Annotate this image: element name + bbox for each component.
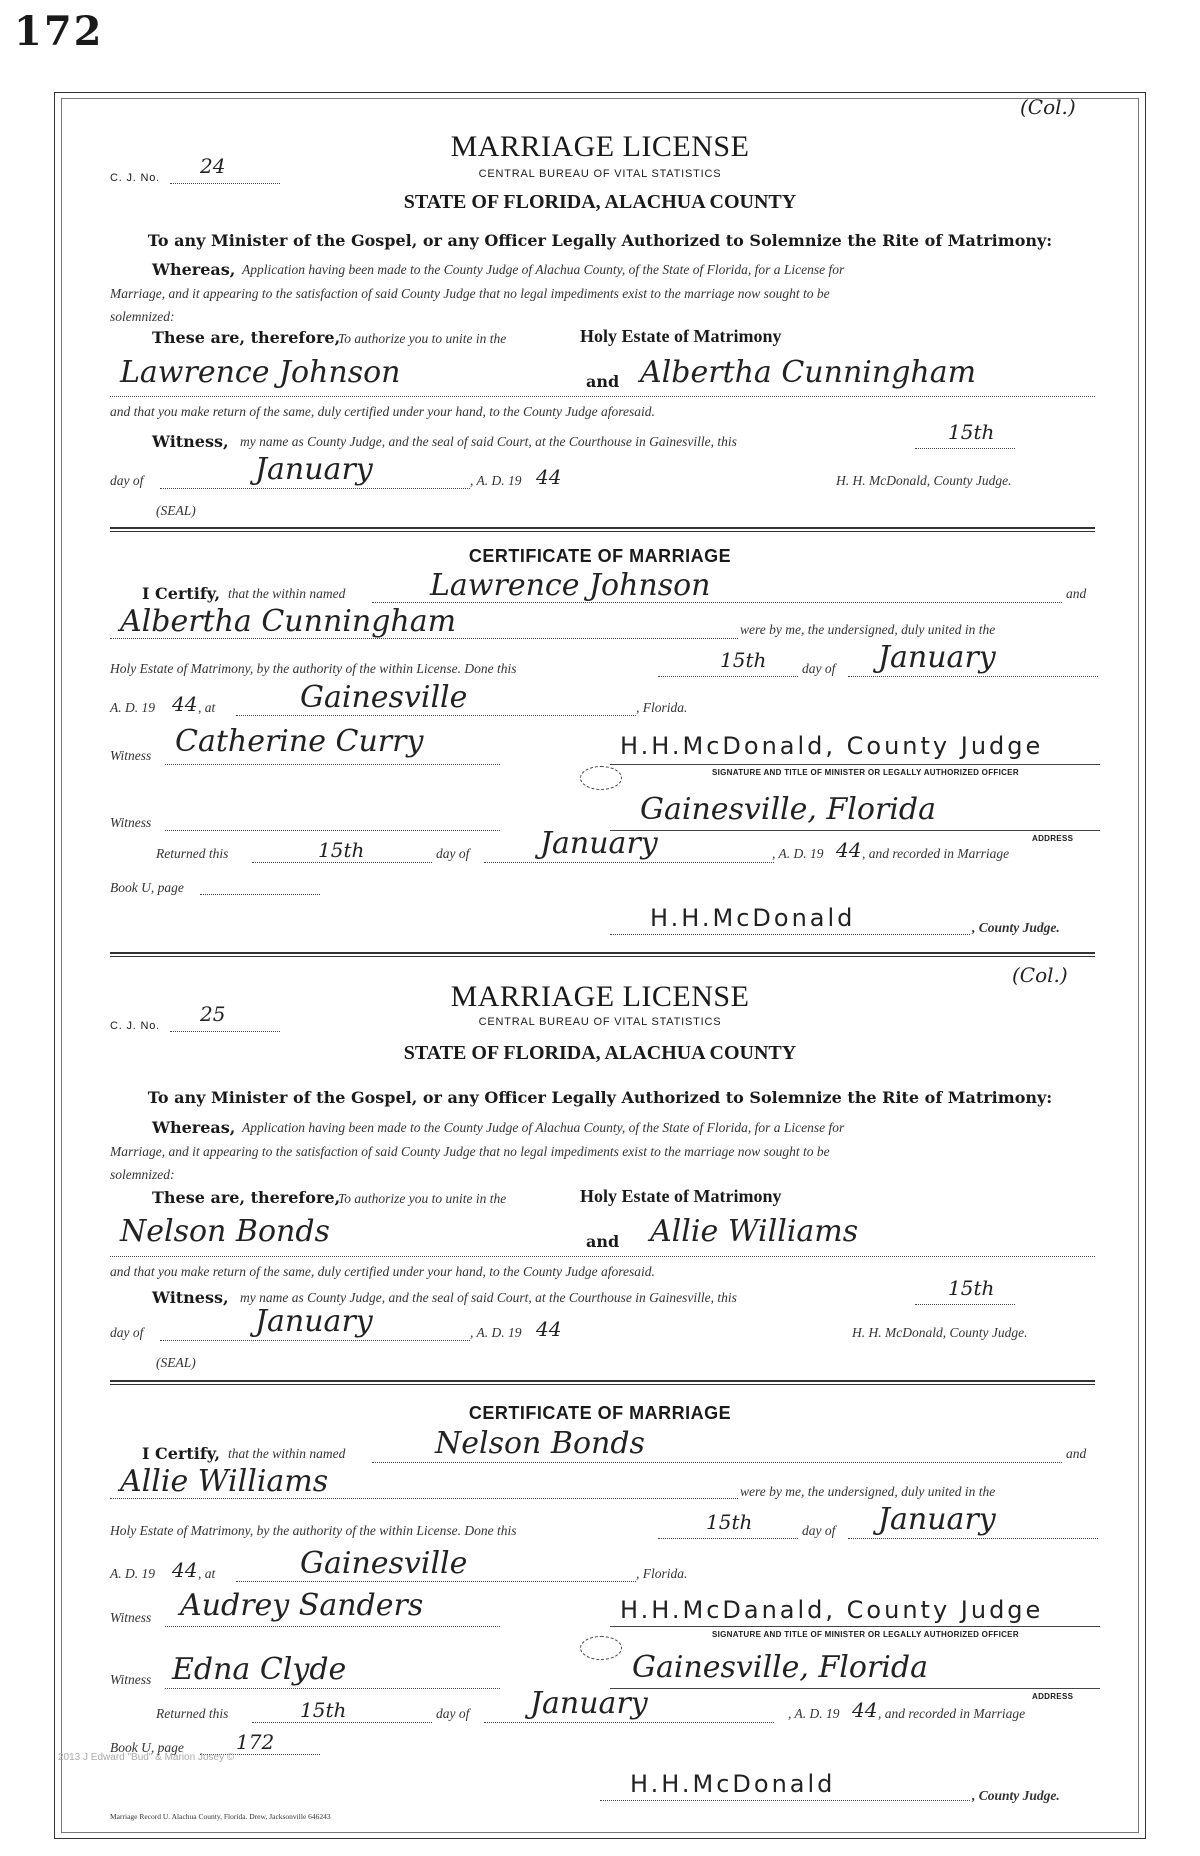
seal-stamp-icon [580,766,622,790]
state-county: STATE OF FLORIDA, ALACHUA COUNTY [403,1042,797,1064]
returned-label: Returned this [156,1706,229,1721]
divider [110,527,1095,532]
cj-label: C. J. No. [110,172,160,184]
done-day: 15th [720,648,767,672]
ret-year: 44 [836,838,862,862]
witness-1: Catherine Curry [175,724,424,759]
bride-name: Albertha Cunningham [640,355,977,390]
sig-caption: SIGNATURE AND TITLE OF MINISTER OR LEGALLY AUTHORIZED OFFICER [712,768,1019,777]
state-county: STATE OF FLORIDA, ALACHUA COUNTY [403,191,797,213]
seal-label: (SEAL) [156,1355,196,1370]
year-suffix: 44 [536,1317,562,1341]
whereas-text-1: Application having been made to the County Judge of Alachua County, of the State of Florida, for a License for [242,262,845,277]
witness-label-2: Witness [110,815,152,830]
address-line: To any Minister of the Gospel, or any Officer Legally Authorized to Solemnize the Rite of Matrimony: [147,1088,1053,1107]
witness-label-2: Witness [110,1672,152,1687]
return-text: and that you make return of the same, duly certified under your hand, to the County Judge aforesaid. [110,404,655,419]
were-text: were by me, the undersigned, duly united in the [740,622,996,637]
certify-text: that the within named [228,1446,346,1461]
returned-month: January [540,826,658,861]
cert-year: 44 [172,692,198,716]
these-label: These are, therefore, [152,1188,341,1207]
holy-text: Holy Estate of Matrimony, by the authority of the within License. Done this [110,661,517,676]
holy-text: Holy Estate of Matrimony, by the authority of the within License. Done this [110,1523,517,1538]
place: Gainesville [300,1546,468,1581]
cert-and: and [1066,1446,1087,1461]
whereas-text-2: Marriage, and it appearing to the satisfaction of said County Judge that no legal impediments exist to the marriage now sought to be [110,1144,830,1159]
cert-ad: A. D. 19 [110,700,155,715]
page-number: 172 [14,8,104,55]
seal-stamp-icon [580,1636,622,1660]
bride-name: Allie Williams [650,1214,859,1249]
certify-text: that the within named [228,586,346,601]
and-word: and [586,372,620,391]
year-suffix: 44 [536,465,562,489]
bureau: CENTRAL BUREAU OF VITAL STATISTICS [478,168,722,180]
done-day: 15th [706,1510,753,1534]
cj-number: 24 [200,154,226,178]
day-number: 15th [948,1276,995,1300]
printer-footer: Marriage Record U. Alachua County, Florida. Drew, Jacksonville 646243 [110,1812,331,1821]
recorded-text: , and recorded in Marriage [878,1706,1026,1721]
returned-month: January [530,1686,648,1721]
place: Gainesville [300,680,468,715]
witness-1: Audrey Sanders [180,1588,424,1623]
ret-year: 44 [852,1698,878,1722]
officer-signature: H.H.McDonald, County Judge [620,732,1044,760]
returned-day: 15th [300,1698,347,1722]
cert-name-2: Albertha Cunningham [120,604,457,639]
whereas-text-3: solemnized: [110,309,175,324]
returned-day: 15th [318,838,365,862]
cert-at: , at [198,1566,216,1581]
witness-label: Witness, [152,1288,229,1307]
whereas-label: Whereas, [152,1118,236,1137]
returned-label: Returned this [156,846,229,861]
whereas-text-3: solemnized: [110,1167,175,1182]
day-of-label: day of [110,473,144,488]
witness-2: Edna Clyde [172,1652,347,1687]
address-caption: ADDRESS [1032,834,1074,843]
whereas-text-1: Application having been made to the County Judge of Alachua County, of the State of Florida, for a License for [242,1120,845,1135]
these-text: To authorize you to unite in the [338,331,507,346]
ad-label: , A. D. 19 [470,1325,522,1340]
recorded-text: , and recorded in Marriage [862,846,1010,861]
witness-text: my name as County Judge, and the seal of said Court, at the Courthouse in Gainesville, this [240,1290,737,1305]
license-title: MARRIAGE LICENSE [450,130,750,163]
certify-label: I Certify, [142,584,221,603]
ret-ad: , A. D. 19 [772,846,824,861]
holy-estate: Holy Estate of Matrimony [580,1186,782,1206]
cert-ad: A. D. 19 [110,1566,155,1581]
ret-day-of: day of [436,846,470,861]
groom-name: Lawrence Johnson [120,355,401,390]
divider [110,952,1095,957]
officer-address: Gainesville, Florida [632,1650,928,1685]
and-word: and [586,1232,620,1251]
month: January [255,452,373,487]
whereas-text-2: Marriage, and it appearing to the satisfaction of said County Judge that no legal impediments exist to the marriage now sought to be [110,286,830,301]
cert-florida: , Florida. [636,1566,688,1581]
book-page: 172 [236,1730,275,1754]
officer-signature: H.H.McDanald, County Judge [620,1596,1044,1624]
done-month: January [878,640,996,675]
county-judge: , County Judge. [972,1788,1060,1803]
day-number: 15th [948,420,995,444]
these-text: To authorize you to unite in the [338,1191,507,1206]
divider [110,1380,1095,1385]
copyright-watermark: 2013 J Edward "Bud" & Marion Josey © [58,1752,235,1763]
judge-printed: H. H. McDonald, County Judge. [836,473,1012,488]
judge-signature: H.H.McDonald [650,904,856,932]
ret-day-of: day of [436,1706,470,1721]
day-of-label: day of [110,1325,144,1340]
county-judge: , County Judge. [972,920,1060,935]
judge-signature: H.H.McDonald [630,1770,836,1798]
book-label: Book U, page [110,880,184,895]
whereas-label: Whereas, [152,260,236,279]
cert-day-of: day of [802,661,836,676]
cert-at: , at [198,700,216,715]
these-label: These are, therefore, [152,328,341,347]
cert-title: CERTIFICATE OF MARRIAGE [468,546,732,566]
return-text: and that you make return of the same, duly certified under your hand, to the County Judge aforesaid. [110,1264,655,1279]
cj-label: C. J. No. [110,1020,160,1032]
cert-name-1: Lawrence Johnson [430,568,711,603]
cj-number: 25 [200,1002,226,1026]
cert-florida: , Florida. [636,700,688,715]
done-month: January [878,1502,996,1537]
cert-and: and [1066,586,1087,601]
address-caption: ADDRESS [1032,1692,1074,1701]
seal-label: (SEAL) [156,503,196,518]
witness-text: my name as County Judge, and the seal of said Court, at the Courthouse in Gainesville, this [240,434,737,449]
cert-year: 44 [172,1558,198,1582]
were-text: were by me, the undersigned, duly united in the [740,1484,996,1499]
bureau: CENTRAL BUREAU OF VITAL STATISTICS [478,1016,722,1028]
cert-day-of: day of [802,1523,836,1538]
ad-label: , A. D. 19 [470,473,522,488]
groom-name: Nelson Bonds [120,1214,330,1249]
sig-caption: SIGNATURE AND TITLE OF MINISTER OR LEGALLY AUTHORIZED OFFICER [712,1630,1019,1639]
witness-label-1: Witness [110,748,152,763]
col-note: (Col.) [1020,95,1076,119]
book-label: Book U, page [110,1740,184,1755]
holy-estate: Holy Estate of Matrimony [580,326,782,346]
witness-label: Witness, [152,432,229,451]
license-title: MARRIAGE LICENSE [450,980,750,1013]
certify-label: I Certify, [142,1444,221,1463]
address-line: To any Minister of the Gospel, or any Officer Legally Authorized to Solemnize the Rite of Matrimony: [147,231,1053,250]
col-note: (Col.) [1012,963,1068,987]
month: January [255,1304,373,1339]
cert-name-1: Nelson Bonds [435,1426,645,1461]
ret-ad: , A. D. 19 [788,1706,840,1721]
judge-printed: H. H. McDonald, County Judge. [852,1325,1028,1340]
cert-name-2: Allie Williams [120,1464,329,1499]
witness-label-1: Witness [110,1610,152,1625]
cert-title: CERTIFICATE OF MARRIAGE [468,1403,732,1423]
officer-address: Gainesville, Florida [640,792,936,827]
